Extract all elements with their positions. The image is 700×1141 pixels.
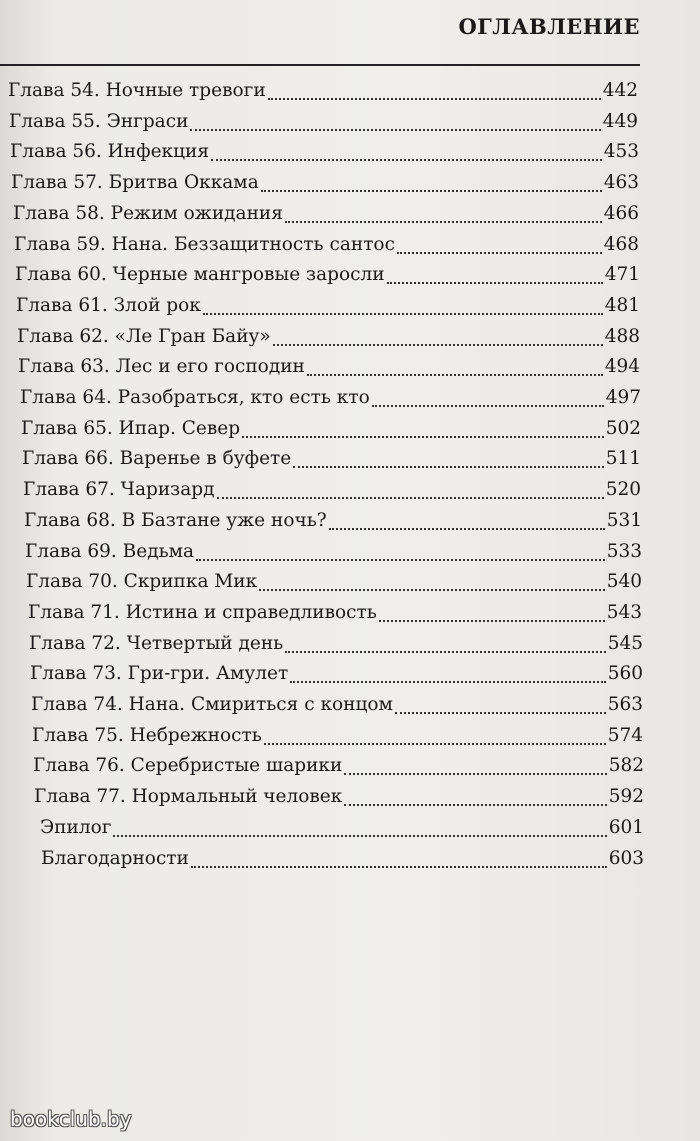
toc-leader-dots	[344, 796, 606, 806]
toc-entry	[18, 352, 640, 382]
toc-entry-title: Глава 67. Чаризард	[23, 479, 215, 501]
toc-entry-title: Глава 55. Энграси	[9, 110, 189, 132]
toc-entry-page: 442	[602, 80, 638, 101]
toc-entry	[31, 690, 643, 720]
toc-entry-title: Глава 58. Режим ожидания	[13, 202, 283, 224]
toc-entry	[28, 598, 642, 628]
page-title: ОГЛАВЛЕНИЕ	[458, 14, 640, 39]
toc-entry-page: 463	[603, 172, 639, 194]
toc-entry-page: 520	[605, 479, 641, 501]
toc-entry-title: Глава 70. Скрипка Мик	[26, 571, 258, 593]
toc-entry	[30, 659, 643, 689]
toc-entry-page: 592	[608, 786, 644, 808]
toc-entry-page: 533	[606, 540, 642, 562]
toc-entry-page: 560	[607, 663, 643, 685]
toc-entry-title: Глава 77. Нормальный человек	[34, 786, 343, 808]
toc-entry-title: Глава 73. Гри-гри. Амулет	[30, 663, 289, 685]
toc-entry	[10, 137, 639, 167]
toc-entry	[20, 383, 641, 413]
toc-entry	[13, 199, 639, 229]
toc-entry-page: 497	[605, 387, 641, 408]
toc-entry-title: Глава 56. Инфекция	[10, 141, 210, 163]
toc-leader-dots	[273, 336, 603, 346]
toc-entry-title: Глава 66. Варенье в буфете	[22, 448, 292, 470]
toc-entry	[24, 506, 642, 536]
toc-entry-title: Глава 63. Лес и его господин	[18, 356, 305, 378]
toc-leader-dots	[259, 581, 605, 591]
toc-entry-title: Глава 71. Истина и справедливость	[28, 601, 377, 623]
toc-leader-dots	[387, 274, 603, 284]
toc-entry	[29, 629, 643, 659]
toc-leader-dots	[191, 858, 607, 868]
toc-entry-title: Глава 72. Четвертый день	[29, 632, 284, 654]
toc-entry-title: Глава 69. Ведьма	[25, 540, 195, 562]
toc-leader-dots	[290, 673, 606, 683]
toc-entry-title: Глава 61. Злой рок	[16, 294, 201, 316]
toc-entry-page: 511	[605, 448, 641, 470]
toc-entry	[8, 76, 638, 106]
toc-entry	[9, 107, 638, 137]
toc-entry-page: 582	[608, 755, 644, 777]
header-rule	[0, 64, 640, 66]
toc-entry-page: 603	[608, 847, 644, 869]
toc-entry-title: Глава 57. Бритва Оккама	[11, 172, 259, 194]
toc-entry	[40, 813, 644, 843]
toc-leader-dots	[329, 520, 605, 530]
toc-entry-page: 543	[606, 601, 642, 623]
toc-entry-title: Глава 62. «Ле Гран Байу»	[17, 325, 271, 347]
toc-entry-title: Глава 59. Нана. Беззащитность сантос	[14, 233, 395, 255]
toc-entry	[26, 567, 642, 597]
toc-entry	[41, 844, 644, 874]
toc-leader-dots	[203, 305, 603, 315]
toc-leader-dots	[190, 121, 600, 131]
table-of-contents	[0, 76, 700, 946]
toc-leader-dots	[395, 704, 606, 714]
toc-entry-title: Эпилог	[40, 816, 112, 838]
toc-leader-dots	[372, 397, 604, 407]
toc-entry	[33, 751, 644, 781]
toc-entry-page: 481	[604, 294, 640, 316]
toc-leader-dots	[211, 151, 602, 161]
toc-entry-title: Глава 74. Нана. Смириться с концом	[31, 694, 393, 715]
toc-leader-dots	[268, 90, 601, 100]
toc-entry-page: 468	[603, 233, 639, 255]
toc-entry	[17, 322, 640, 352]
toc-entry-title: Благодарности	[41, 847, 189, 869]
watermark: bookclub.by	[10, 1107, 132, 1131]
toc-entry	[14, 230, 639, 260]
toc-leader-dots	[285, 643, 605, 653]
toc-leader-dots	[379, 612, 605, 622]
toc-entry-page: 502	[605, 417, 641, 439]
toc-entry	[15, 260, 640, 290]
toc-entry	[21, 414, 641, 444]
toc-entry-title: Глава 64. Разобраться, кто есть кто	[20, 387, 370, 408]
toc-leader-dots	[307, 366, 603, 376]
toc-leader-dots	[242, 428, 604, 438]
toc-entry-page: 494	[604, 356, 640, 378]
toc-entry-title: Глава 65. Ипар. Север	[21, 417, 241, 439]
toc-entry	[34, 782, 644, 812]
toc-entry-page: 531	[606, 509, 642, 531]
toc-leader-dots	[293, 458, 603, 468]
toc-leader-dots	[285, 213, 602, 223]
toc-entry-title: Глава 68. В Базтане уже ночь?	[24, 509, 327, 531]
toc-entry-title: Глава 75. Небрежность	[32, 724, 262, 746]
toc-entry-page: 449	[602, 110, 638, 132]
toc-leader-dots	[196, 551, 605, 561]
toc-leader-dots	[261, 182, 602, 192]
toc-entry	[32, 721, 643, 751]
toc-leader-dots	[264, 735, 606, 745]
toc-leader-dots	[397, 244, 602, 254]
toc-entry-page: 545	[607, 632, 643, 654]
toc-leader-dots	[217, 489, 604, 499]
toc-entry-page: 453	[603, 141, 639, 163]
toc-leader-dots	[344, 765, 606, 775]
toc-entry	[25, 537, 642, 567]
toc-entry-title: Глава 60. Черные мангровые заросли	[15, 264, 385, 286]
toc-leader-dots	[113, 827, 606, 837]
toc-entry-page: 563	[607, 694, 643, 715]
toc-entry-page: 540	[606, 571, 642, 593]
toc-entry-title: Глава 76. Серебристые шарики	[33, 755, 343, 777]
toc-entry-page: 471	[604, 264, 640, 286]
toc-entry-page: 488	[604, 325, 640, 347]
toc-entry	[16, 291, 640, 321]
toc-entry-title: Глава 54. Ночные тревоги	[8, 80, 266, 101]
toc-entry	[23, 475, 641, 505]
toc-entry	[11, 168, 639, 198]
toc-entry	[22, 444, 641, 474]
toc-entry-page: 574	[607, 724, 643, 746]
toc-entry-page: 601	[608, 816, 644, 838]
toc-entry-page: 466	[603, 202, 639, 224]
